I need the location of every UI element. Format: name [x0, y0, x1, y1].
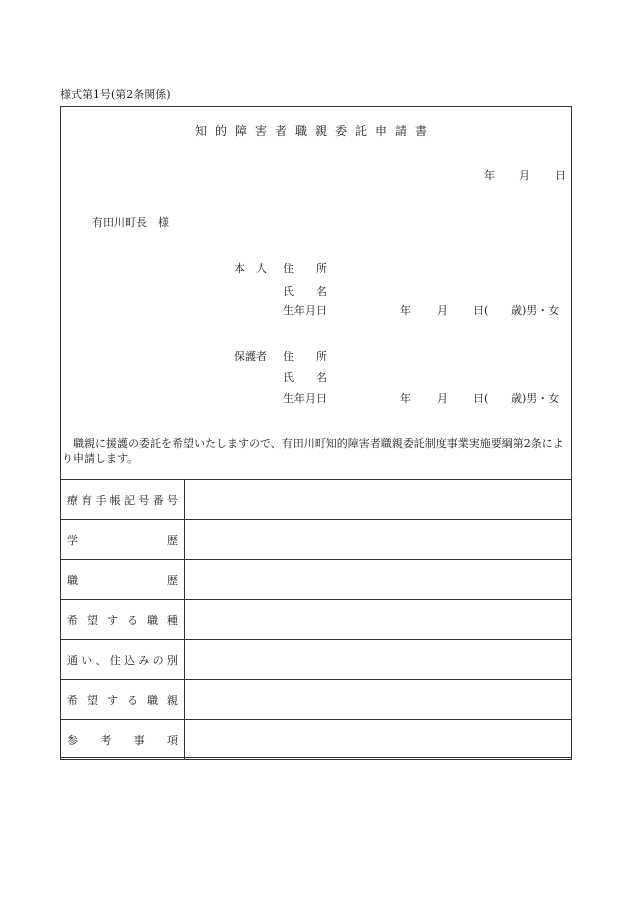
row-value-field[interactable]	[184, 680, 571, 720]
guardian-section-label: 保護者	[234, 350, 267, 363]
request-statement: 職親に援護の委託を希望いたしますので、有田川町知的障害者職親委託制度事業実施要綱第2条により申請します。	[62, 437, 564, 465]
row-label: 参 考 事 項	[67, 733, 178, 747]
row-label-cell	[61, 600, 185, 640]
row-label: 希 望 す る 職 種	[67, 613, 178, 627]
applicant-birth-year: 年	[400, 304, 411, 317]
row-value-field[interactable]	[184, 480, 571, 520]
guardian-name-label: 氏名	[283, 371, 349, 384]
table-row	[61, 720, 572, 760]
applicant-address-label: 住所	[283, 262, 349, 275]
row-label-cell	[61, 520, 185, 560]
date-month: 月	[519, 169, 530, 182]
applicant-name-label: 氏名	[283, 285, 349, 298]
guardian-birth-label: 生年月日	[283, 392, 327, 405]
applicant-birth-label: 生年月日	[283, 304, 327, 317]
applicant-birth-month: 月	[437, 304, 448, 317]
form-title: 知的障害者職親委託申請書	[194, 124, 435, 138]
table-row	[61, 600, 572, 640]
row-label-cell	[61, 560, 185, 600]
details-table	[60, 479, 572, 760]
table-row	[61, 680, 572, 720]
guardian-age-sex: 歳)男・女	[511, 392, 560, 405]
row-value-field[interactable]	[184, 720, 571, 760]
date-day: 日	[555, 169, 566, 182]
row-value-field[interactable]	[184, 560, 571, 600]
date-year: 年	[484, 169, 495, 182]
row-label-cell	[61, 640, 185, 680]
row-value-field[interactable]	[184, 520, 571, 560]
table-row	[61, 480, 572, 520]
row-value-field[interactable]	[184, 600, 571, 640]
row-label: 職 歴	[67, 573, 178, 587]
guardian-birth-day: 日(	[473, 392, 489, 405]
form-reference: 様式第1号(第2条関係)	[60, 88, 171, 101]
applicant-age-sex: 歳)男・女	[511, 304, 560, 317]
row-label: 学 歴	[67, 533, 178, 547]
table-row	[61, 640, 572, 680]
applicant-birth-day: 日(	[473, 304, 489, 317]
table-row	[61, 520, 572, 560]
applicant-section-label	[234, 260, 272, 276]
row-label: 通 い 、 住 込 み の 別	[67, 653, 178, 667]
row-value-field[interactable]	[184, 640, 571, 680]
row-label-cell	[61, 680, 185, 720]
addressee: 有田川町長 様	[92, 216, 169, 229]
row-label: 療 育 手 帳 記 号 番 号	[67, 493, 178, 507]
row-label-cell	[61, 480, 185, 520]
row-label: 希 望 す る 職 親	[67, 693, 178, 707]
row-label-cell	[61, 720, 185, 760]
guardian-address-label: 住所	[283, 350, 349, 363]
table-row	[61, 560, 572, 600]
guardian-birth-month: 月	[437, 392, 448, 405]
guardian-birth-year: 年	[400, 392, 411, 405]
applicant-section-text: 本 人	[234, 262, 267, 275]
